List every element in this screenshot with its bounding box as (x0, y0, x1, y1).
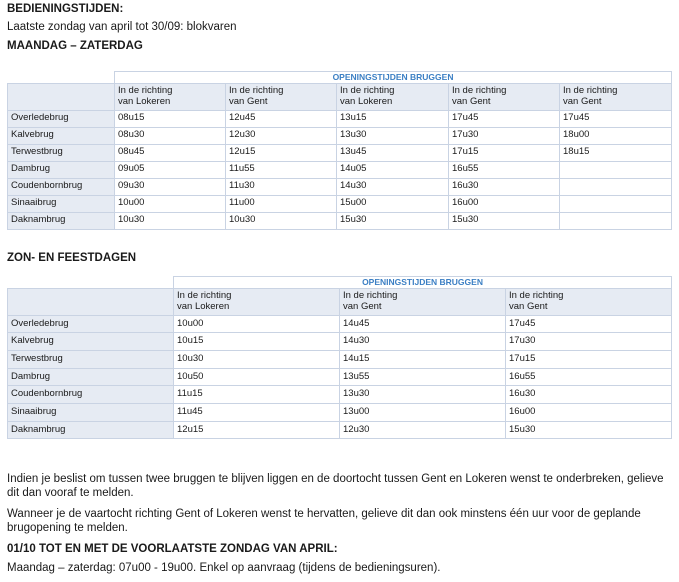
bridge-name: Coudenbornbrug (8, 386, 174, 404)
opening-time: 14u15 (340, 350, 506, 368)
bridge-name: Terwestbrug (8, 144, 115, 161)
opening-time: 16u30 (506, 386, 672, 404)
opening-time: 12u30 (226, 127, 337, 144)
opening-time: 10u30 (115, 212, 226, 229)
column-header-line: In de richting (509, 290, 564, 301)
table-row (8, 110, 672, 127)
opening-time: 11u55 (226, 161, 337, 178)
bridge-name: Overledebrug (8, 315, 174, 333)
opening-time (560, 161, 672, 178)
column-header (337, 83, 449, 110)
column-header-line: van Gent (229, 95, 268, 107)
opening-time: 08u30 (115, 127, 226, 144)
opening-time: 10u00 (174, 315, 340, 333)
opening-time (560, 178, 672, 195)
bridge-name: Kalvebrug (8, 333, 174, 351)
opening-time: 16u00 (506, 403, 672, 421)
opening-time: 10u50 (174, 368, 340, 386)
opening-time: 14u05 (337, 161, 449, 178)
column-header-line: In de richting (118, 85, 173, 96)
opening-time (560, 195, 672, 212)
table-row (8, 127, 672, 144)
header-blank (8, 288, 174, 315)
opening-time: 15u30 (506, 421, 672, 439)
column-header-line: van Lokeren (340, 95, 393, 107)
bridge-name: Dambrug (8, 161, 115, 178)
opening-time: 16u00 (449, 195, 560, 212)
opening-time: 13u00 (340, 403, 506, 421)
column-header-line: In de richting (452, 85, 507, 96)
opening-time: 14u30 (340, 333, 506, 351)
table-title: OPENINGSTIJDEN BRUGGEN (115, 72, 672, 84)
bridge-name: Dambrug (8, 368, 174, 386)
opening-time: 17u30 (506, 333, 672, 351)
opening-time: 15u30 (337, 212, 449, 229)
opening-time: 17u15 (506, 350, 672, 368)
bridge-name: Sinaaibrug (8, 195, 115, 212)
opening-time: 11u15 (174, 386, 340, 404)
column-header (174, 288, 340, 315)
column-header-line: van Gent (452, 95, 491, 107)
opening-time: 16u55 (449, 161, 560, 178)
column-header (506, 288, 672, 315)
column-header-line: In de richting (563, 85, 618, 96)
opening-time: 15u00 (337, 195, 449, 212)
opening-time: 13u30 (337, 127, 449, 144)
opening-time: 10u00 (115, 195, 226, 212)
bridge-name: Overledebrug (8, 110, 115, 127)
column-header-line: In de richting (177, 290, 232, 301)
bridge-name: Kalvebrug (8, 127, 115, 144)
table-row (8, 421, 672, 439)
opening-time: 17u30 (449, 127, 560, 144)
bridge-name: Terwestbrug (8, 350, 174, 368)
table-row (8, 212, 672, 229)
opening-time: 10u15 (174, 333, 340, 351)
table-row (8, 368, 672, 386)
opening-time (560, 212, 672, 229)
bridge-name: Sinaaibrug (8, 403, 174, 421)
column-header (560, 83, 672, 110)
opening-time: 11u30 (226, 178, 337, 195)
table-row (8, 161, 672, 178)
opening-time: 08u45 (115, 144, 226, 161)
header-blank (8, 83, 115, 110)
opening-time: 13u30 (340, 386, 506, 404)
heading-sundays: ZON- EN FEESTDAGEN (7, 252, 137, 264)
opening-time: 11u00 (226, 195, 337, 212)
opening-time: 14u45 (340, 315, 506, 333)
table-row (8, 144, 672, 161)
opening-time: 12u15 (226, 144, 337, 161)
opening-time: 18u00 (560, 127, 672, 144)
opening-time: 13u55 (340, 368, 506, 386)
table-row (8, 386, 672, 404)
opening-time: 09u05 (115, 161, 226, 178)
winter-hours-line: Maandag – zaterdag: 07u00 - 19u00. Enkel op aanvraag (tijdens de bedieningsuren). (7, 562, 441, 574)
opening-time: 09u30 (115, 178, 226, 195)
column-header (226, 83, 337, 110)
heading-winter: 01/10 TOT EN MET DE VOORLAATSTE ZONDAG VAN APRIL: (7, 543, 338, 555)
bridge-name: Daknambrug (8, 421, 174, 439)
table-row (8, 333, 672, 351)
opening-time: 16u30 (449, 178, 560, 195)
column-header (340, 288, 506, 315)
table-row (8, 315, 672, 333)
opening-time: 15u30 (449, 212, 560, 229)
table-row (8, 350, 672, 368)
opening-time: 12u45 (226, 110, 337, 127)
table-row (8, 403, 672, 421)
opening-time: 12u15 (174, 421, 340, 439)
opening-time: 17u45 (506, 315, 672, 333)
opening-time: 17u15 (449, 144, 560, 161)
table-title: OPENINGSTIJDEN BRUGGEN (174, 277, 672, 289)
table-row (8, 178, 672, 195)
opening-time: 17u45 (449, 110, 560, 127)
column-header-line: van Gent (343, 300, 382, 312)
note-paragraph-2: Wanneer je de vaartocht richting Gent of Lokeren wenst te hervatten, gelieve dit dan ook minstens één uur voor de geplande brugopening te melden. (7, 508, 641, 534)
bridge-name: Daknambrug (8, 212, 115, 229)
note-paragraph-1: Indien je beslist om tussen twee bruggen te blijven liggen en de doortocht tussen Gent en Lokeren wenst te onderbreken, gelieve dit dan vooraf te melden. (7, 473, 664, 499)
opening-time: 10u30 (174, 350, 340, 368)
sunday-bridge-table (7, 276, 672, 439)
heading-bedieningstijden: BEDIENINGSTIJDEN: (7, 3, 124, 15)
opening-time: 18u15 (560, 144, 672, 161)
table-row (8, 195, 672, 212)
column-header-line: van Gent (509, 300, 548, 312)
opening-time: 13u45 (337, 144, 449, 161)
opening-time: 16u55 (506, 368, 672, 386)
column-header-line: In de richting (340, 85, 395, 96)
opening-time: 10u30 (226, 212, 337, 229)
column-header (449, 83, 560, 110)
column-header (115, 83, 226, 110)
period-line: Laatste zondag van april tot 30/09: blokvaren (7, 21, 237, 33)
bridge-name: Coudenbornbrug (8, 178, 115, 195)
opening-time: 12u30 (340, 421, 506, 439)
opening-time: 13u15 (337, 110, 449, 127)
column-header-line: van Lokeren (177, 300, 230, 312)
opening-time: 08u15 (115, 110, 226, 127)
column-header-line: In de richting (343, 290, 398, 301)
heading-weekdays: MAANDAG – ZATERDAG (7, 40, 143, 52)
column-header-line: van Lokeren (118, 95, 171, 107)
column-header-line: In de richting (229, 85, 284, 96)
opening-time: 17u45 (560, 110, 672, 127)
opening-time: 14u30 (337, 178, 449, 195)
column-header-line: van Gent (563, 95, 602, 107)
weekday-bridge-table (7, 71, 672, 230)
opening-time: 11u45 (174, 403, 340, 421)
